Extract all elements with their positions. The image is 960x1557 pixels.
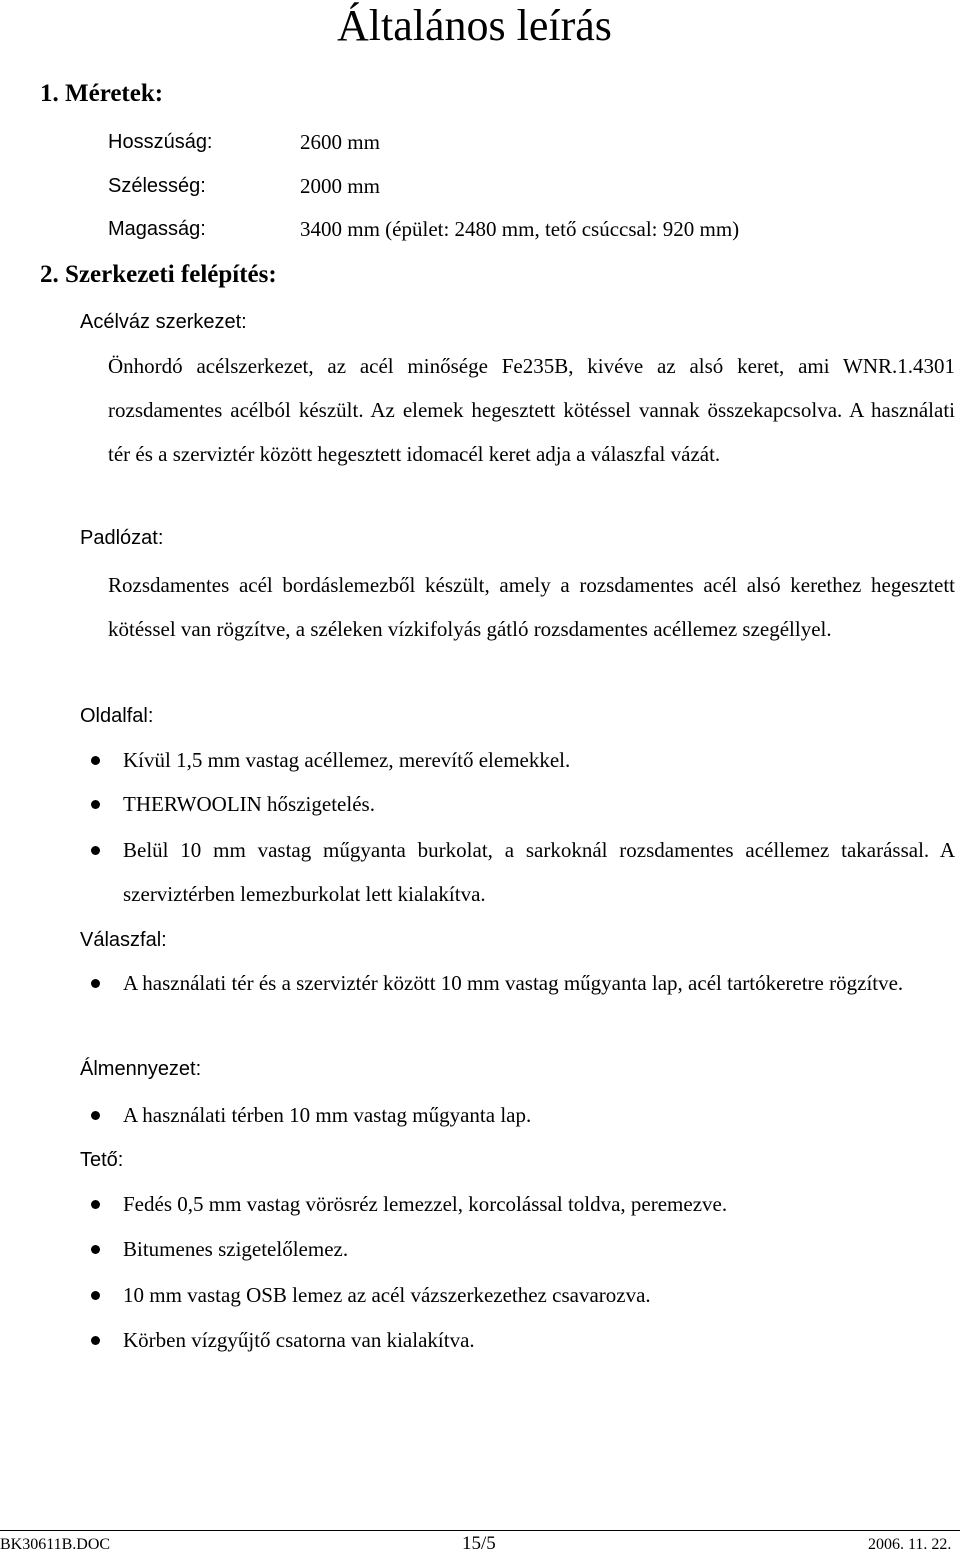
footer-date: 2006. 11. 22.: [868, 1536, 952, 1553]
list-item-teto-4: Körben vízgyűjtő csatorna van kialakítva.: [123, 1328, 475, 1352]
paragraph-padlozat: Rozsdamentes acél bordáslemezből készült, amely a rozsdamentes acél alsó kerethez hegesztett kötéssel van rögzítve, a széleken vízkifolyás gátló rozsdamentes acéllemez szegéllyel.: [108, 573, 955, 641]
dimension-label-height: Magasság:: [108, 218, 206, 240]
subheading-padlozat: Padlózat:: [80, 527, 164, 549]
list-item-valaszfal-1: A használati tér és a szerviztér között 10 mm vastag műgyanta lap, acél tartókeretre rögzítve.: [123, 971, 904, 995]
list-item-oldalfal-1: Kívül 1,5 mm vastag acéllemez, merevítő elemekkel.: [123, 748, 571, 772]
bullet-icon: [91, 1291, 100, 1300]
section-heading-szerkezet: 2. Szerkezeti felépítés:: [40, 261, 277, 288]
dimension-value-width: 2000 mm: [300, 174, 380, 198]
footer-divider: [0, 1530, 960, 1531]
dimension-label-length: Hosszúság:: [108, 131, 213, 153]
subheading-oldalfal: Oldalfal:: [80, 705, 154, 727]
page-title: Általános leírás: [337, 1, 612, 50]
bullet-icon: [91, 846, 100, 855]
dimension-value-length: 2600 mm: [300, 130, 380, 154]
bullet-icon: [91, 979, 100, 988]
bullet-icon: [91, 1200, 100, 1209]
list-item-teto-1: Fedés 0,5 mm vastag vörösréz lemezzel, korcolással toldva, peremezve.: [123, 1192, 728, 1216]
list-item-oldalfal-3: Belül 10 mm vastag műgyanta burkolat, a sarkoknál rozsdamentes acéllemez takarással. A szerviztérben lemezburkolat lett kialakítva.: [123, 838, 955, 906]
dimension-value-height: 3400 mm (épület: 2480 mm, tető csúccsal: 920 mm): [300, 217, 740, 241]
footer-filename: BK30611B.DOC: [0, 1536, 111, 1553]
bullet-icon: [91, 800, 100, 809]
list-item-almennyezet-1: A használati térben 10 mm vastag műgyanta lap.: [123, 1103, 532, 1127]
footer-page-number: 15/5: [462, 1533, 496, 1554]
bullet-icon: [91, 1336, 100, 1345]
paragraph-acelvaz: Önhordó acélszerkezet, az acél minősége Fe235B, kivéve az alsó keret, ami WNR.1.4301 rozsdamentes acélból készült. Az elemek hegesztett kötéssel vannak összekapcsolva. A használati tér és a szerviztér között hegesztett idomacél keret adja a válaszfal vázát.: [108, 354, 955, 466]
list-item-oldalfal-2: THERWOOLIN hőszigetelés.: [123, 792, 375, 816]
section-heading-meretek: 1. Méretek:: [40, 80, 164, 107]
subheading-acelvaz: Acélváz szerkezet:: [80, 311, 247, 333]
list-item-teto-3: 10 mm vastag OSB lemez az acél vázszerkezethez csavarozva.: [123, 1283, 651, 1307]
subheading-valaszfal: Válaszfal:: [80, 929, 167, 951]
bullet-icon: [91, 1111, 100, 1120]
list-item-teto-2: Bitumenes szigetelőlemez.: [123, 1237, 349, 1261]
subheading-almennyezet: Álmennyezet:: [80, 1058, 202, 1080]
subheading-teto: Tető:: [80, 1149, 124, 1171]
bullet-icon: [91, 1245, 100, 1254]
dimension-label-width: Szélesség:: [108, 175, 206, 197]
bullet-icon: [91, 756, 100, 765]
